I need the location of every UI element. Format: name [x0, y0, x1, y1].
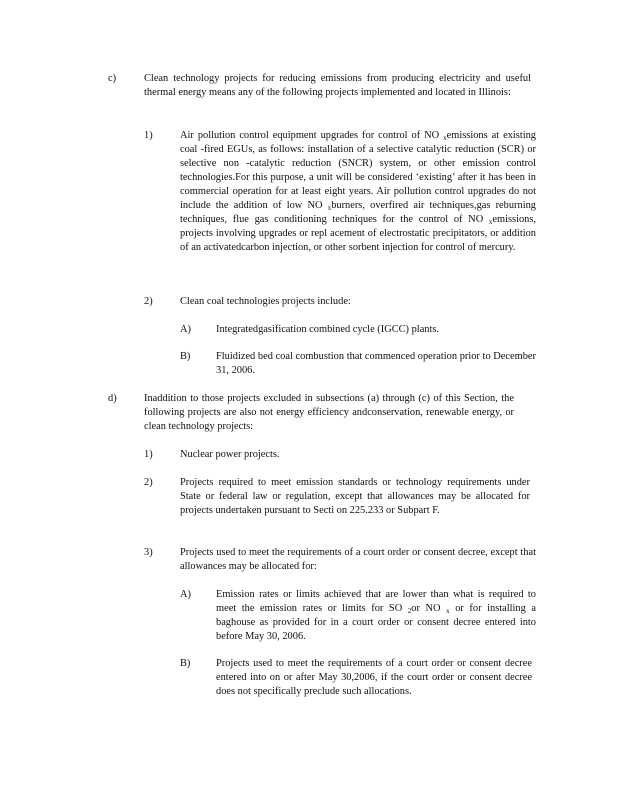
section-d-item-1-text: Nuclear power projects.	[180, 449, 280, 460]
section-d-item-3-A	[180, 588, 536, 646]
text-run: burners, overfired air techniques,gas reburning techniques, flue gas conditioning techniques for the control of NO	[180, 200, 536, 225]
subscript: 2	[407, 607, 412, 615]
section-d	[108, 392, 536, 436]
section-c-item-2-text: Clean coal technologies projects include:	[180, 296, 351, 307]
section-d-item-3-A-text	[216, 588, 536, 644]
section-d-item-3	[144, 546, 536, 576]
subscript: x	[443, 134, 447, 142]
section-c-item-1-label: 1)	[144, 130, 153, 141]
section-c-item-2-label: 2)	[144, 296, 153, 307]
subscript: x	[446, 607, 450, 615]
section-d-item-3-B-label: B)	[180, 658, 191, 669]
section-c-item-2-B-label: B)	[180, 351, 191, 362]
section-d-label: d)	[108, 393, 117, 404]
section-d-item-1	[144, 448, 536, 464]
section-d-item-3-text: Projects used to meet the requirements of a court order or consent decree, except that allowances may be allocated for:	[180, 547, 536, 572]
text-run: Emission rates or limits achieved that are lower than what is required to meet the emission rates or limits for SO	[216, 589, 536, 614]
section-c-item-2-A-text: Integratedgasification combined cycle (IGCC) plants.	[216, 324, 440, 335]
subscript: x	[488, 218, 493, 226]
section-c-item-2	[144, 295, 536, 311]
section-c-item-2-A-label: A)	[180, 324, 191, 335]
section-d-item-3-B-text: Projects used to meet the requirements of a court order or consent decree entered into on or after May 30,2006, if the court order or consent decree does not specifically preclude such allocations.	[216, 658, 532, 697]
section-c-item-2-A	[180, 323, 536, 339]
section-c-label: c)	[108, 73, 117, 84]
text-run: or for installing a baghouse as provided for in a court order or consent decree entered into before May 30, 2006.	[216, 603, 536, 642]
section-c-item-2-B	[180, 350, 536, 380]
section-c-item-1-text	[180, 129, 536, 255]
section-d-text: Inaddition to those projects excluded in subsections (a) through (c) of this Section, the following projects are also not energy efficiency andconservation, renewable energy, or clean technology projects:	[144, 393, 514, 432]
section-d-item-3-label: 3)	[144, 547, 153, 558]
section-d-item-3-B	[180, 657, 536, 701]
section-c-item-1	[144, 129, 536, 283]
section-d-item-2	[144, 476, 536, 534]
section-d-item-2-text: Projects required to meet emission standards or technology requirements under State or federal law or regulation, except that allowances may be allocated for projects undertaken pursuant to Secti on 225.233 or Subpart F.	[180, 477, 530, 516]
section-c-text: Clean technology projects for reducing emissions from producing electricity and useful thermal energy means any of the following projects implemented and located in Illinois:	[144, 73, 531, 98]
text-run: Air pollution control equipment upgrades for control of NO	[180, 130, 444, 141]
subscript: x	[327, 204, 332, 212]
section-c	[108, 72, 536, 116]
section-d-item-2-label: 2)	[144, 477, 153, 488]
section-c-item-2-B-text: Fluidized bed coal combustion that commenced operation prior to December 31, 2006.	[216, 351, 536, 376]
section-d-item-3-A-label: A)	[180, 589, 191, 600]
text-run: emissions, projects involving upgrades or repl acement of electrostatic precipitators, or addition of an activatedcarbon injection, or other sorbent injection for control of mercury.	[180, 214, 536, 253]
text-run: emissions at existing coal -fired EGUs, as follows: installation of a selective catalytic reduction (SCR) or selective non -catalytic reduction (SNCR) system, or other emission control technologies.For this purpose, a unit will be considered ‘existing’ after it has been in commercial operation for at least eight years. Air pollution control upgrades do not include the addition of low NO	[180, 130, 536, 211]
section-d-item-1-label: 1)	[144, 449, 153, 460]
text-run: or NO	[411, 603, 447, 614]
